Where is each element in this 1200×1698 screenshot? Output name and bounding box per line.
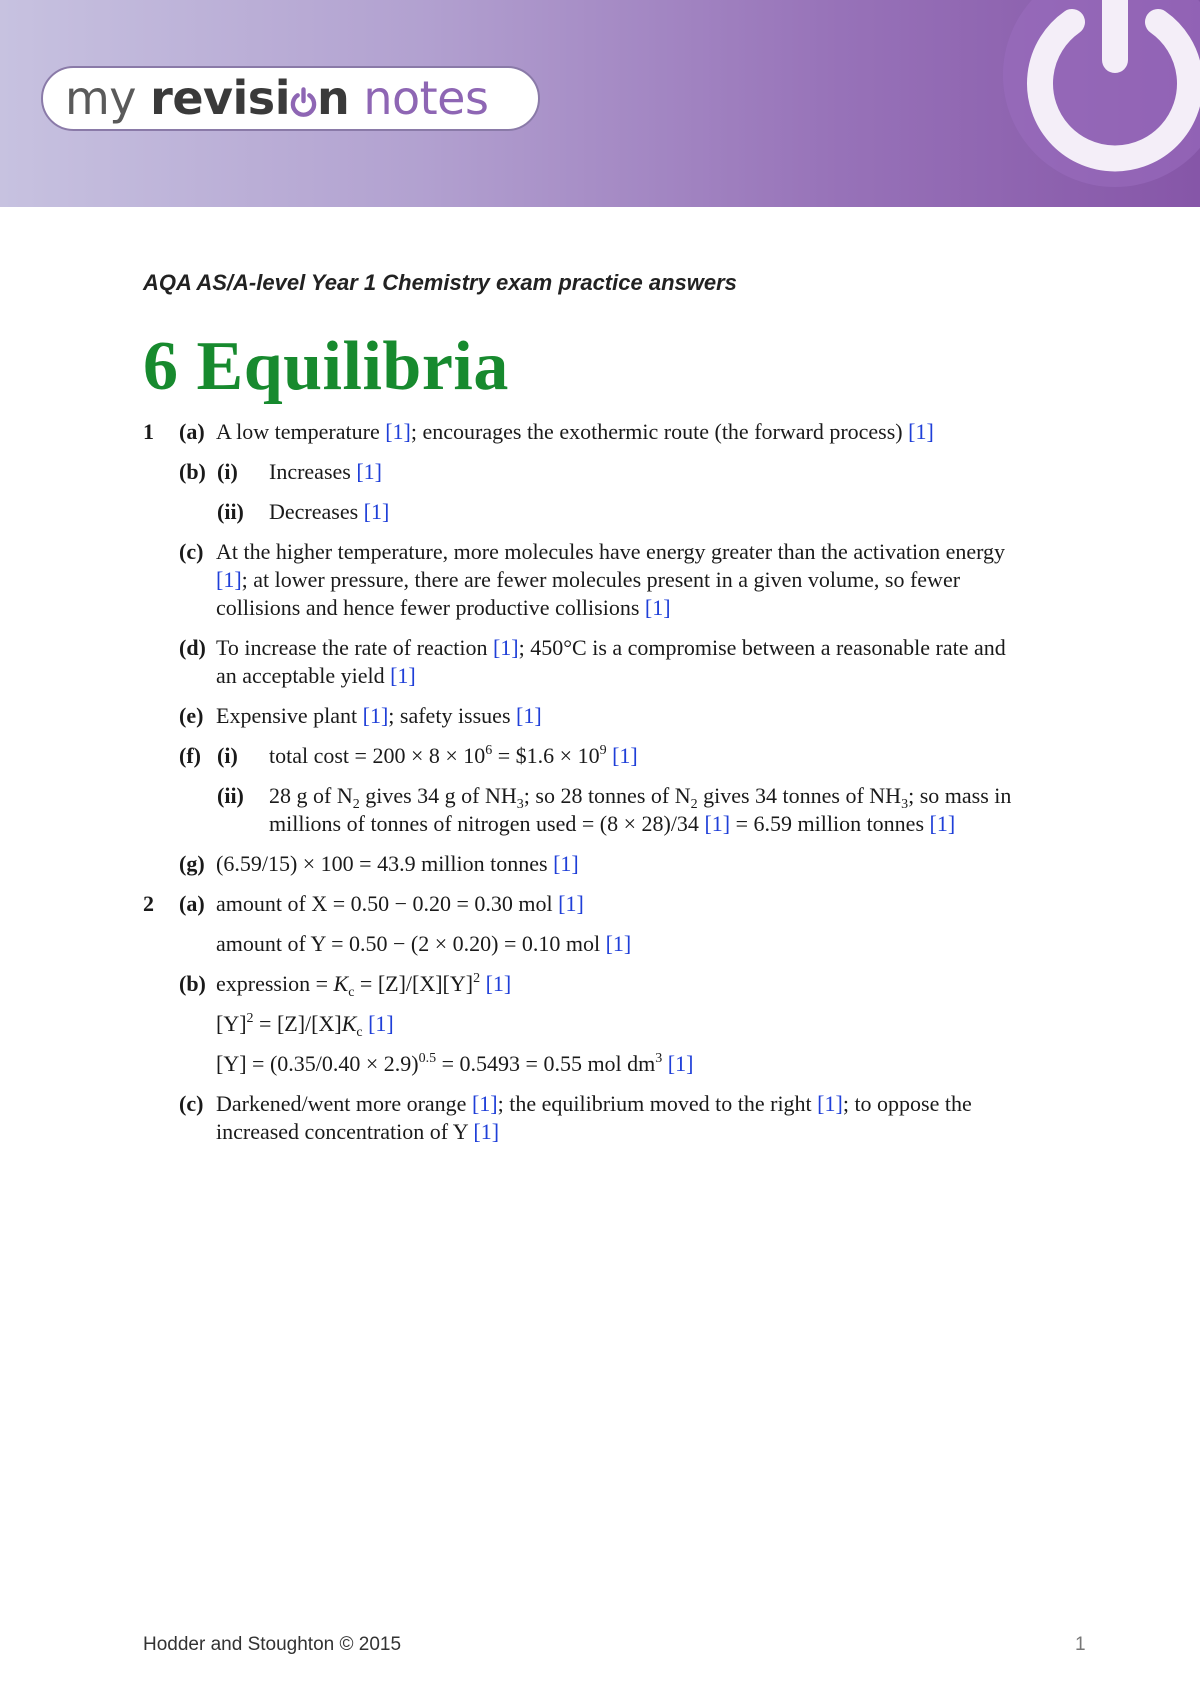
mark: [1]	[644, 595, 671, 620]
answer-text-part: 28 g of N	[269, 783, 353, 808]
answer-text-part: ; to oppose the	[842, 1091, 972, 1116]
chapter-title: 6 Equilibria	[143, 328, 509, 405]
mark: [1]	[929, 811, 956, 836]
part-label: (a)	[179, 891, 205, 916]
answer-text-part: Darkened/went more orange	[216, 1091, 467, 1116]
answer-text	[216, 566, 960, 594]
part-label: (a)	[179, 419, 205, 444]
answer-text-part: = [Z]/[X][Y]	[354, 971, 474, 996]
answer-text-part: total cost = 200 × 8 × 10	[269, 743, 486, 768]
answer-text-part: gives 34 tonnes of NH	[697, 783, 902, 808]
superscript: 3	[655, 1051, 663, 1066]
header-banner	[0, 0, 1200, 207]
subpart-label: (ii)	[217, 499, 244, 524]
answer-text-part: amount of Y = 0.50 − (2 × 0.20) = 0.10 mol	[216, 931, 601, 956]
answer-text-part: ; so mass in	[908, 783, 1012, 808]
subscript: c	[348, 985, 355, 1000]
answer-text	[269, 742, 638, 770]
subpart-label: (i)	[217, 743, 238, 768]
answer-text-part: ; safety issues	[388, 703, 511, 728]
mark: [1]	[553, 851, 579, 876]
part-label: (b)	[179, 971, 206, 996]
answer-text	[269, 458, 382, 486]
answer-text-part: [Y] = (0.35/0.40 × 2.9)	[216, 1051, 419, 1076]
mark: [1]	[605, 931, 632, 956]
mark: [1]	[363, 499, 390, 524]
answer-text-part: ; the equilibrium moved to the right	[497, 1091, 812, 1116]
logo-word-notes: notes	[363, 71, 489, 125]
answer-text-part: [Y]	[216, 1011, 247, 1036]
mark: [1]	[704, 811, 731, 836]
answer-text	[216, 538, 1005, 566]
power-icon	[1000, 0, 1200, 190]
answer-text	[216, 702, 542, 730]
answer-text	[216, 970, 511, 998]
mark: [1]	[492, 635, 519, 660]
answer-text	[269, 810, 955, 838]
mark: [1]	[667, 1051, 694, 1076]
answer-text-part: amount of X = 0.50 − 0.20 = 0.30 mol	[216, 891, 553, 916]
variable-k: K	[333, 971, 349, 996]
answer-text-part: ; so 28 tonnes of N	[523, 783, 691, 808]
subscript: c	[356, 1025, 363, 1040]
footer-publisher: Hodder and Stoughton © 2015	[143, 1634, 402, 1655]
part-label: (d)	[179, 635, 206, 660]
variable-k: K	[341, 1011, 357, 1036]
answer-text-part: expression =	[216, 971, 334, 996]
subpart-label: (i)	[217, 459, 238, 484]
logo-word-my: my	[65, 71, 137, 125]
answer-text-part: ; 450°C is a compromise between a reasonable rate and	[518, 635, 1006, 660]
mark: [1]	[612, 743, 638, 768]
answer-text-part: To increase the rate of reaction	[216, 635, 488, 660]
brand-logo	[41, 66, 540, 131]
answer-text-part: Expensive plant	[216, 703, 358, 728]
mark: [1]	[356, 459, 382, 484]
answer-text	[269, 498, 389, 526]
answer-text	[216, 1050, 693, 1078]
answer-text-part: Decreases	[269, 499, 359, 524]
subscript: 2	[352, 797, 360, 812]
answer-text-part: Increases	[269, 459, 351, 484]
answer-text-part: (6.59/15) × 100 = 43.9 million tonnes	[216, 851, 548, 876]
answer-text-part: ; at lower pressure, there are fewer molecules present in a given volume, so fewer	[241, 567, 961, 592]
logo-word-revision-a: revisi	[150, 71, 290, 125]
answer-text-part: At the higher temperature, more molecules have energy greater than the activation energy	[216, 539, 1006, 564]
answer-text-part: = $1.6 × 10	[492, 743, 600, 768]
answer-text	[216, 890, 584, 918]
answer-text-part: = 6.59 million tonnes	[730, 811, 925, 836]
answer-text	[216, 850, 579, 878]
answer-text	[216, 1118, 499, 1146]
subpart-label: (ii)	[217, 783, 244, 808]
mark: [1]	[390, 663, 416, 688]
answer-text	[216, 662, 416, 690]
answer-text-part: increased concentration of Y	[216, 1119, 468, 1144]
mark: [1]	[516, 703, 542, 728]
part-label: (c)	[179, 539, 204, 564]
mark: [1]	[558, 891, 584, 916]
superscript: 0.5	[418, 1051, 437, 1066]
mark: [1]	[817, 1091, 843, 1116]
answer-text-part: A low temperature	[216, 419, 380, 444]
mark: [1]	[368, 1011, 394, 1036]
answer-text-part: collisions and hence fewer productive collisions	[216, 595, 640, 620]
answer-text-part: gives 34 g of NH	[359, 783, 517, 808]
answer-text	[216, 1010, 394, 1038]
mark: [1]	[908, 419, 934, 444]
mark: [1]	[473, 1119, 500, 1144]
part-label: (e)	[179, 703, 204, 728]
answer-text	[269, 782, 1011, 810]
answer-text-part: = 0.5493 = 0.55 mol dm	[436, 1051, 656, 1076]
answer-text	[216, 634, 1006, 662]
subscript: 3	[516, 797, 524, 812]
logo-word-revision	[150, 71, 349, 125]
answer-text	[216, 930, 631, 958]
mark: [1]	[362, 703, 389, 728]
answer-text-part: an acceptable yield	[216, 663, 385, 688]
question-number-1: 1	[143, 419, 154, 444]
mark: [1]	[471, 1091, 498, 1116]
part-label: (g)	[179, 851, 205, 876]
answer-text	[216, 418, 934, 446]
superscript: 6	[485, 743, 493, 758]
document-subtitle: AQA AS/A-level Year 1 Chemistry exam practice answers	[143, 270, 737, 295]
subscript: 3	[901, 797, 909, 812]
superscript: 9	[599, 743, 607, 758]
mark: [1]	[385, 419, 411, 444]
answer-text	[216, 1090, 972, 1118]
superscript: 2	[473, 971, 481, 986]
superscript: 2	[246, 1011, 254, 1026]
subscript: 2	[690, 797, 698, 812]
answer-text-part: millions of tonnes of nitrogen used = (8 × 28)/34	[269, 811, 699, 836]
logo-power-o-icon	[290, 87, 317, 117]
mark: [1]	[485, 971, 512, 996]
answer-text-part: = [Z]/[X]	[253, 1011, 342, 1036]
part-label: (f)	[179, 743, 201, 768]
question-number-2: 2	[143, 891, 154, 916]
logo-word-revision-b: n	[316, 71, 350, 125]
footer-page-number: 1	[1075, 1634, 1086, 1655]
answer-text	[216, 594, 671, 622]
mark: [1]	[216, 567, 242, 592]
answer-text-part: ; encourages the exothermic route (the forward process)	[410, 419, 903, 444]
part-label: (b)	[179, 459, 206, 484]
part-label: (c)	[179, 1091, 204, 1116]
